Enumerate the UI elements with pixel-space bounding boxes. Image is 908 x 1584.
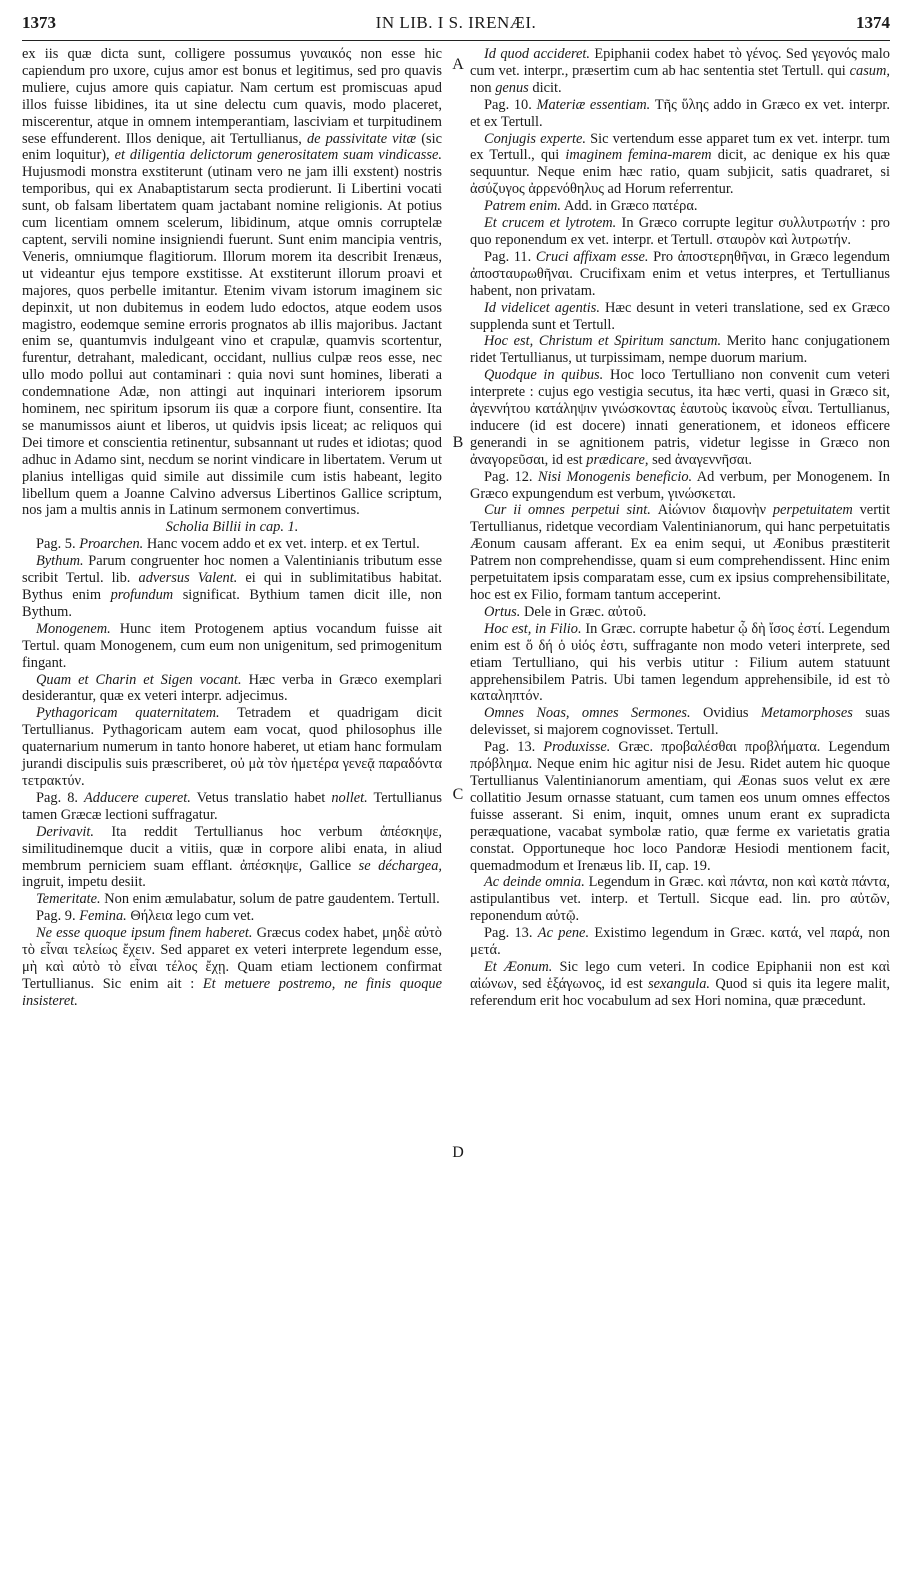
- note: Pag. 11. Cruci affixam esse. Pro ἀποστερηθῆναι, in Græco legendum ἀποσταυρωθῆναι. Crucifixam enim et vetus interpres, et Tertullianus habent, non privatam.: [470, 248, 890, 299]
- note: Patrem enim. Add. in Græco πατέρα.: [484, 198, 698, 215]
- note: Pag. 8. Adducere cuperet. Vetus translatio habet nollet. Tertullianus tamen Græcæ lectioni suffragatur.: [22, 789, 442, 823]
- margin-marker-c: C: [452, 786, 464, 803]
- note: Et crucem et lytrotem. In Græco corrupte legitur συλλυτρωτήν : pro quo reponendum ex vet. interpr. et Tertull. σταυρὸν καὶ λυτρωτήν.: [470, 215, 890, 248]
- note: Quodque in quibus. Hoc loco Tertulliano non convenit cum veteri interprete : cujus ego vestigia secutus, ita hæc verti, quasi in Græco sit, ἀγεννήτου κατάληψιν γινώσκοντας ἑαυτοὺς ἱκανοὺς εἶναι. Tertullianus, inducere (id est docere) innati generationem, et idoneos efficere generandi in se agnitionem patris, videtur legisse in Græco non ἀναγορεῦσαι, id est prædicare, sed ἀναγεννῆσαι.: [470, 367, 891, 468]
- note: Derivavit. Ita reddit Tertullianus hoc verbum ἀπέσκηψε, similitudinemque ducit a vitiis, quæ in corpore alibi enata, in aliud membrum perniciem suam efflant. ἀπέσκηψε, Gallice se déchargea, ingruit, impetu desiit.: [22, 823, 442, 891]
- note: Omnes Noas, omnes Sermones. Ovidius Metamorphoses suas delevisset, si majorem cognovisset. Tertull.: [470, 705, 890, 739]
- note: Pag. 5. Proarchen. Hanc vocem addo et ex vet. interp. et ex Tertul.: [36, 536, 420, 553]
- scholia-heading: Scholia Billii in cap. 1.: [165, 519, 299, 536]
- note: Pythagoricam quaternitatem. Tetradem et quadrigam dicit Tertullianus. Pythagoricam autem eam vocat, quod philosophus ille quaternarium numerum in tanto honore haberet, ut etiam hanc formulam jurandi discipulis suis præscriberet, οὐ μὰ τὸν ἡμετέρα γενεᾷ παραδόντα τετρακτύν.: [22, 705, 443, 789]
- note: Pag. 10. Materiæ essentiam. Τῆς ὕλης addo in Græco ex vet. interpr. et ex Tertull.: [470, 96, 890, 130]
- running-title: IN LIB. I S. IRENÆI.: [375, 13, 537, 32]
- margin-marker-a: A: [452, 56, 464, 73]
- note: Id videlicet agentis. Hæc desunt in veteri translatione, sed ex Græco supplenda sunt et Tertull.: [470, 299, 891, 333]
- note: Pag. 9. Femina. Θήλεια lego cum vet.: [36, 908, 255, 925]
- note: Monogenem. Hunc item Protogenem aptius vocandum fuisse ait Tertul. quam Monogenem, cum eum non unigenitum, sed primogenitum fingant.: [22, 620, 442, 671]
- page: [22, 6, 890, 1576]
- note: Et Æonum. Sic lego cum veteri. In codice Epiphanii non est καὶ αἰώνων, sed ἑξάγωνος, id est sexangula. Quod si quis ita legere malit, referendum erit hoc vocabulum ad sex Hori nomina, quæ præcedunt.: [470, 958, 891, 1009]
- page-number-right: 1374: [856, 13, 890, 32]
- note: Pag. 13. Produxisse. Græc. προβαλέσθαι προβλήματα. Legendum πρόβλημα. Neque enim hic agitur nisi de Jesu. Ridet autem hic quoque Tertullianus Valentinianorum amentiam, qui Æonas suos velut ex ære collatitio Jesum ornasse statuant, cum tamen eos unum omnes effectos fuisse asserant. Si enim, inquit, omnes unum erant ex supradicta peræquatione, vacabat symbolæ ratio, quæ ferme ex varietatis gratia constat. Opportuneque hoc loco Pandoræ Hesiodi mentionem facit, quemadmodum et Irenæus lib. II, cap. 19.: [470, 739, 890, 874]
- note: Quam et Charin et Sigen vocant. Hæc verba in Græco exemplari desiderantur, quæ ex veteri interpr. adjecimus.: [22, 671, 442, 705]
- note: Hoc est, Christum et Spiritum sanctum. Merito hanc conjugationem ridet Tertullianus, ut turpissimam, nempe duorum marium.: [470, 333, 890, 367]
- running-header: [22, 6, 890, 41]
- left-column: [22, 46, 442, 1010]
- note: Hoc est, in Filio. In Græc. corrupte habetur ᾧ δὴ ἴσος ἐστί. Legendum enim est ὅ δή ὁ υἱός ἐστι, suffragante non modo veteri interprete, sed etiam Tertulliano, qui his verbis utitur : Filium autem statuunt apprehensibilem Patris. Ubi tamen legendum apprehensibile, id est τὸ καταληπτόν.: [470, 620, 890, 705]
- note: Ac deinde omnia. Legendum in Græc. καὶ πάντα, non καὶ κατὰ πάντα, astipulantibus vet. interp. et Tertull. Sicque ead. lin. pro αὐτῶν, reponendum αὐτῷ.: [470, 874, 890, 925]
- note: Ne esse quoque ipsum finem haberet. Græcus codex habet, μηδὲ αὐτὸ τὸ εἶναι τελείως ἔχειν. Sed apparet ex veteri interprete legendum esse, μὴ καὶ αὐτὸ τὸ εἶναι τέλος ἔχῃ. Quam etiam lectionem confirmat Tertullianus. Sic enim ait : Et metuere postremo, ne finis quoque insisteret.: [22, 925, 442, 1009]
- note: Bythum. Parum congruenter hoc nomen a Valentinianis tributum esse scribit Tertul. lib. adversus Valent. ei qui in sublimitatibus habitat. Bythus enim profundum significat. Bythium tamen dicit ille, non Bythum.: [22, 553, 443, 620]
- note: Id quod accideret. Epiphanii codex habet τὸ γένος. Sed γεγονός malo cum vet. interpr., præsertim cum ab hac sententia stet Tertull. qui casum, non genus dicit.: [470, 46, 890, 96]
- note: Pag. 12. Nisi Monogenis beneficio. Ad verbum, per Monogenem. In Græco expungendum est verbum, γινώσκεται.: [470, 468, 891, 502]
- margin-marker-d: D: [452, 1144, 464, 1161]
- note: Pag. 13. Ac pene. Existimo legendum in Græc. κατά, vel παρά, non μετά.: [470, 925, 890, 959]
- note: Conjugis experte. Sic vertendum esse apparet tum ex vet. interpr. tum ex Tertull., qui imaginem femina-marem dicit, ac denique ex his quæ sequuntur. Neque enim hæc ratio, quam subjicit, satis quadraret, si ἀσύζυγος ἀρρενόθηλυς ad Horum referrentur.: [470, 130, 890, 198]
- margin-marker-b: B: [452, 434, 464, 451]
- commentary-paragraph: ex iis quæ dicta sunt, colligere possumus γυναικός non esse hic capiendum pro uxore, cujus amor est bonus et legitimus, sed pro quavis muliere, cujus amore quis capiatur. Nam certum est promiscuas apud illos fuisse libidines, ita ut sine delectu cum quavis, modo placeret, miscerentur, atque in omnem intemperantiam, lasciviam et turpitudinem sese effunderent. Illos denique, ait Tertullianus, de passivitate vitæ (sic enim loquitur), et diligentia delictorum generositatem suam vindicasse. Hujusmodi monstra exstiterunt (utinam vero ne jam illi exstent) nostris temporibus, qui ex Anabaptistarum secta prodierunt. Ii Libertini vocati sunt, ob falsam libertatem quam jactabant nomine religionis. At potius cum licentiam omnem scelerum, libidinum, atque omnis corruptelæ captent, servili nomine insigniendi fuerunt. Sunt enim mancipia ventris, Veneris, omniumque flagitiorum. Illorum morem ita describit Irenæus, ut videantur ejus tempore exstitisse. At exstiterunt illorum proavi et majores, quos perbelle imitantur. Etenim vivam istorum imaginem sic depinxit, ut non dubitemus in eodem ludo edoctos, atque eodem usos magistro, eodemque semine erroris prognatos ab illis majoribus. Jactant enim se, quantumvis indulgeant vino et crapulæ, quamvis scortentur, furentur, detrahant, maledicant, occidant, nullius culpæ reos esse, nec ullo modo pollui aut contaminari : quia novi sunt homines, liberati a condemnatione Adæ, non attingi aut inquinari interiorem ipsorum hominem, nec spiritum ipsorum iis quæ a corpore fiunt, consentire. Ita se manumissos aiunt et liberos, ut quidvis ipsis liceat; ac reliquos qui Dei timore et conscientia retinentur, subsannant ut rudes et idiotas; quod adhuc in Adamo sint, necdum se norint vindicare in libertatem. Verum ut planius intelligas quid simile aut dissimile cum istis habeant, legito libellum quem a Joanne Calvino adversus Libertinos Gallice scriptum, nos jam a multis annis in Latinum sermonem convertimus.: [22, 46, 442, 519]
- note: Cur ii omnes perpetui sint. Αἰώνιον διαμονὴν perpetuitatem vertit Tertullianus, ridetque vecordiam Valentinianorum, qui hanc perpetuitatis Æonum causam afferant. Ex ea enim sequi, ut Æonibus præstiterit Patrem non comprehendisse, quam si eum comprehendissent. Hinc enim perpetuitatem ipsis comparatam esse, cum ex ipsius comprehensibilitate, hoc est ex Filio, formam tantum acceperint.: [470, 502, 890, 603]
- note: Temeritate. Non enim æmulabatur, solum de patre gaudentem. Tertull.: [36, 891, 440, 908]
- page-number-left: 1373: [22, 13, 56, 32]
- right-column: [470, 46, 890, 1010]
- note: Ortus. Dele in Græc. αὐτοῦ.: [484, 603, 647, 620]
